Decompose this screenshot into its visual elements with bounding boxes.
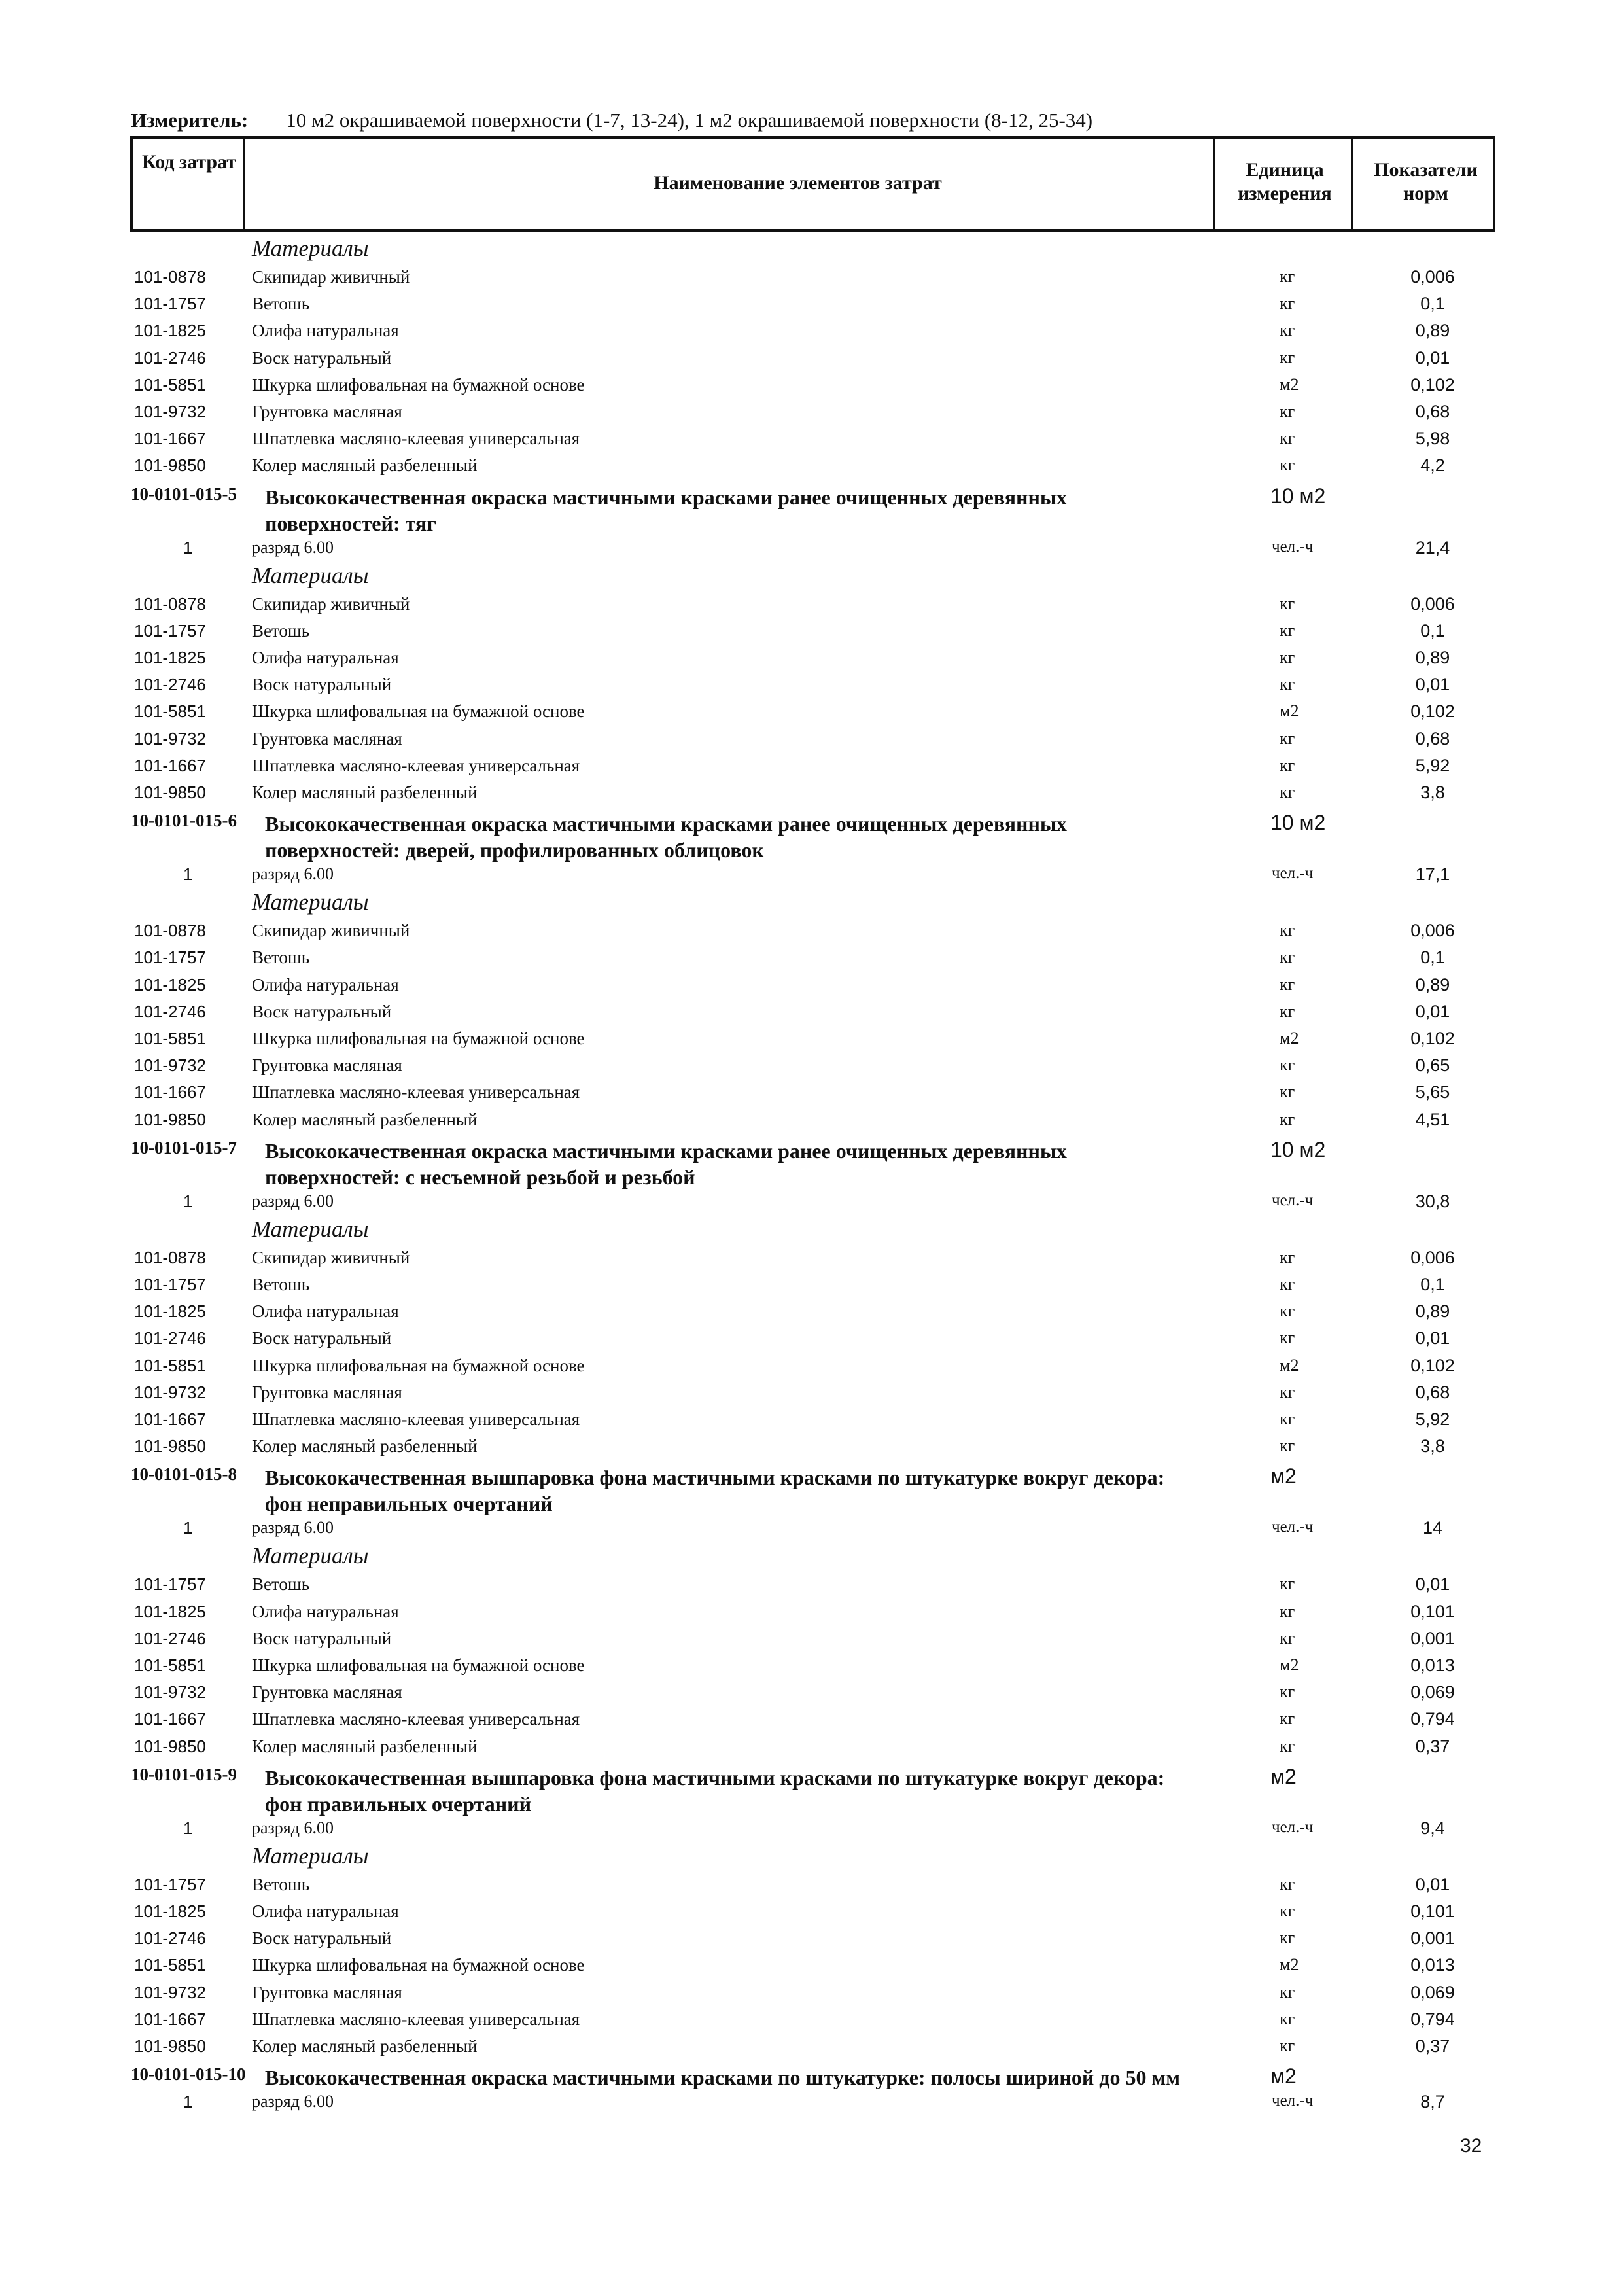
material-value: 0,01 xyxy=(1415,675,1450,695)
rate-unit: м2 xyxy=(1270,2064,1297,2089)
material-code: 101-9850 xyxy=(134,1436,206,1457)
labor-unit: чел.-ч xyxy=(1272,864,1314,883)
material-name: Шкурка шлифовальная на бумажной основе xyxy=(252,1955,585,1975)
material-name: Скипидар живичный xyxy=(252,267,410,287)
material-name: Ветошь xyxy=(252,947,310,968)
material-unit: кг xyxy=(1280,1601,1295,1621)
material-value: 0,001 xyxy=(1410,1628,1455,1648)
rate-unit: м2 xyxy=(1270,1764,1297,1788)
material-unit: кг xyxy=(1280,728,1295,748)
material-name: Ветошь xyxy=(252,294,310,314)
material-code: 101-0878 xyxy=(134,1247,206,1267)
material-code: 101-2746 xyxy=(134,1628,206,1648)
material-name: Шпатлевка масляно-клеевая универсальная xyxy=(252,1709,580,1729)
labor-name: разряд 6.00 xyxy=(252,537,334,557)
material-value: 0,102 xyxy=(1410,1355,1455,1375)
material-value: 0,101 xyxy=(1410,1901,1455,1921)
material-value: 0,102 xyxy=(1410,1029,1455,1048)
material-code: 101-2746 xyxy=(134,1328,206,1349)
rate-code: 10-0101-015-5 xyxy=(131,484,237,504)
rate-title-line: фон правильных очертаний xyxy=(265,1792,532,1816)
material-unit: кг xyxy=(1280,2036,1295,2055)
material-unit: кг xyxy=(1280,675,1295,694)
rate-title-line: фон неправильных очертаний xyxy=(265,1492,553,1516)
material-code: 101-9850 xyxy=(134,1736,206,1756)
material-name: Скипидар живичный xyxy=(252,1247,410,1267)
material-value: 0,794 xyxy=(1410,1709,1455,1729)
material-value: 0,006 xyxy=(1410,593,1455,614)
labor-name: разряд 6.00 xyxy=(252,1518,334,1538)
labor-name: разряд 6.00 xyxy=(252,1191,334,1210)
material-name: Шпатлевка масляно-клеевая универсальная xyxy=(252,1409,580,1429)
material-code: 101-2746 xyxy=(134,1928,206,1949)
material-name: Колер масляный разбеленный xyxy=(252,2036,478,2056)
header-unit-line2: измерения xyxy=(1238,183,1332,204)
material-value: 0,006 xyxy=(1410,921,1455,941)
material-value: 0,89 xyxy=(1415,974,1450,995)
material-name: Олифа натуральная xyxy=(252,1901,399,1921)
material-code: 101-1825 xyxy=(134,974,206,995)
material-name: Ветошь xyxy=(252,620,310,641)
rate-title-line: поверхностей: с несъемной резьбой и резьбой xyxy=(265,1165,695,1189)
material-code: 101-2746 xyxy=(134,347,206,368)
material-code: 101-9732 xyxy=(134,1055,206,1076)
material-value: 0,68 xyxy=(1415,1382,1450,1402)
material-value: 4,2 xyxy=(1420,455,1445,476)
material-code: 101-1757 xyxy=(134,1275,206,1294)
material-value: 0,37 xyxy=(1415,2036,1450,2056)
material-value: 0,01 xyxy=(1415,347,1450,368)
material-code: 101-5851 xyxy=(134,701,206,722)
rate-code: 10-0101-015-6 xyxy=(131,811,237,831)
measure-line xyxy=(131,109,1092,132)
material-unit: кг xyxy=(1280,1682,1295,1702)
material-unit: кг xyxy=(1280,648,1295,667)
labor-unit: чел.-ч xyxy=(1272,537,1314,556)
material-value: 5,65 xyxy=(1415,1082,1450,1103)
material-unit: кг xyxy=(1280,755,1295,775)
material-unit: кг xyxy=(1280,402,1295,421)
header-unit-line1: Единица xyxy=(1246,159,1324,181)
labor-name: разряд 6.00 xyxy=(252,864,334,884)
material-unit: кг xyxy=(1280,347,1295,367)
material-unit: кг xyxy=(1280,921,1295,940)
material-code: 101-1825 xyxy=(134,1301,206,1322)
material-name: Грунтовка масляная xyxy=(252,1682,402,1703)
material-code: 101-1757 xyxy=(134,1574,206,1595)
material-value: 0,101 xyxy=(1410,1601,1455,1621)
materials-heading: Материалы xyxy=(252,889,369,915)
material-name: Ветошь xyxy=(252,1874,310,1894)
material-value: 0,794 xyxy=(1410,2009,1455,2029)
labor-number: 1 xyxy=(183,864,193,885)
material-code: 101-0878 xyxy=(134,593,206,614)
rate-code: 10-0101-015-9 xyxy=(131,1764,237,1784)
material-name: Колер масляный разбеленный xyxy=(252,1109,478,1129)
header-norm-line1: Показатели xyxy=(1374,159,1478,181)
rate-title-line: Высококачественная окраска мастичными красками ранее очищенных деревянных xyxy=(265,1139,1067,1163)
material-value: 5,92 xyxy=(1415,755,1450,775)
rate-code: 10-0101-015-10 xyxy=(131,2064,246,2085)
material-value: 0,069 xyxy=(1410,1982,1455,2002)
material-unit: кг xyxy=(1280,455,1295,475)
material-unit: кг xyxy=(1280,1874,1295,1894)
material-value: 0,102 xyxy=(1410,374,1455,395)
material-value: 0,65 xyxy=(1415,1055,1450,1076)
material-value: 0,68 xyxy=(1415,728,1450,749)
material-name: Воск натуральный xyxy=(252,347,392,368)
material-value: 3,8 xyxy=(1420,783,1445,802)
rate-code: 10-0101-015-8 xyxy=(131,1464,237,1485)
material-name: Скипидар живичный xyxy=(252,593,410,614)
material-name: Грунтовка масляная xyxy=(252,1055,402,1076)
material-name: Шкурка шлифовальная на бумажной основе xyxy=(252,701,585,722)
materials-heading: Материалы xyxy=(252,562,369,588)
rate-title-line: Высококачественная вышпаровка фона мастичными красками по штукатурке вокруг декора: xyxy=(265,1765,1165,1790)
material-value: 4,51 xyxy=(1415,1109,1450,1129)
material-unit: кг xyxy=(1280,429,1295,448)
rate-title xyxy=(265,484,1246,537)
material-value: 0,01 xyxy=(1415,1001,1450,1021)
material-unit: м2 xyxy=(1280,1655,1299,1674)
material-code: 101-9732 xyxy=(134,402,206,421)
material-value: 0,01 xyxy=(1415,1574,1450,1595)
material-code: 101-5851 xyxy=(134,1029,206,1048)
material-unit: кг xyxy=(1280,321,1295,340)
material-code: 101-1825 xyxy=(134,1601,206,1621)
material-value: 0,013 xyxy=(1410,1655,1455,1675)
rate-title-line: поверхностей: дверей, профилированных облицовок xyxy=(265,838,764,862)
material-unit: кг xyxy=(1280,783,1295,802)
material-value: 0,001 xyxy=(1410,1928,1455,1949)
header-norm-line2: норм xyxy=(1403,183,1448,204)
labor-value: 9,4 xyxy=(1420,1818,1445,1838)
labor-value: 14 xyxy=(1422,1518,1443,1538)
material-unit: кг xyxy=(1280,1736,1295,1756)
material-unit: кг xyxy=(1280,1328,1295,1348)
material-value: 0,37 xyxy=(1415,1736,1450,1756)
material-name: Олифа натуральная xyxy=(252,1601,399,1621)
material-unit: кг xyxy=(1280,1628,1295,1648)
material-code: 101-0878 xyxy=(134,267,206,287)
rate-title xyxy=(265,1138,1246,1190)
material-unit: кг xyxy=(1280,1001,1295,1021)
material-unit: кг xyxy=(1280,620,1295,640)
material-name: Воск натуральный xyxy=(252,675,392,695)
material-value: 5,92 xyxy=(1415,1409,1450,1429)
material-unit: кг xyxy=(1280,593,1295,613)
material-value: 0,1 xyxy=(1420,620,1445,641)
header-unit xyxy=(1216,158,1353,205)
material-name: Колер масляный разбеленный xyxy=(252,455,478,476)
material-unit: кг xyxy=(1280,947,1295,967)
header-code: Код затрат xyxy=(141,151,237,173)
material-code: 101-0878 xyxy=(134,921,206,941)
material-unit: кг xyxy=(1280,1901,1295,1920)
material-name: Шкурка шлифовальная на бумажной основе xyxy=(252,1355,585,1375)
material-value: 0,01 xyxy=(1415,1328,1450,1349)
material-name: Грунтовка масляная xyxy=(252,1382,402,1402)
material-code: 101-9850 xyxy=(134,1109,206,1129)
material-code: 101-1667 xyxy=(134,1082,206,1103)
labor-number: 1 xyxy=(183,1518,193,1538)
material-name: Воск натуральный xyxy=(252,1328,392,1349)
material-code: 101-9850 xyxy=(134,455,206,476)
rate-title xyxy=(265,811,1246,863)
material-unit: м2 xyxy=(1280,701,1299,721)
material-name: Ветошь xyxy=(252,1275,310,1294)
materials-heading: Материалы xyxy=(252,236,369,261)
material-value: 0,68 xyxy=(1415,402,1450,421)
material-name: Грунтовка масляная xyxy=(252,1982,402,2002)
rate-title-line: Высококачественная вышпаровка фона мастичными красками по штукатурке вокруг декора: xyxy=(265,1466,1165,1490)
rate-unit: 10 м2 xyxy=(1270,484,1326,508)
rate-title-line: поверхностей: тяг xyxy=(265,511,436,535)
material-code: 101-1667 xyxy=(134,1409,206,1429)
labor-unit: чел.-ч xyxy=(1272,1518,1314,1536)
labor-number: 1 xyxy=(183,1818,193,1838)
materials-heading: Материалы xyxy=(252,1216,369,1242)
material-unit: м2 xyxy=(1280,1029,1299,1048)
labor-unit: чел.-ч xyxy=(1272,2092,1314,2110)
table-header xyxy=(130,136,1495,232)
labor-name: разряд 6.00 xyxy=(252,2092,334,2111)
material-name: Воск натуральный xyxy=(252,1928,392,1949)
material-unit: кг xyxy=(1280,1982,1295,2002)
rate-title xyxy=(265,1464,1246,1517)
material-unit: кг xyxy=(1280,267,1295,286)
rate-title-line: Высококачественная окраска мастичными красками ранее очищенных деревянных xyxy=(265,485,1067,509)
material-code: 101-1667 xyxy=(134,2009,206,2029)
material-unit: кг xyxy=(1280,1436,1295,1456)
material-value: 0,1 xyxy=(1420,947,1445,968)
material-code: 101-9732 xyxy=(134,1682,206,1703)
material-unit: кг xyxy=(1280,1247,1295,1267)
material-name: Олифа натуральная xyxy=(252,974,399,995)
material-unit: кг xyxy=(1280,1275,1295,1294)
material-unit: кг xyxy=(1280,1928,1295,1948)
material-value: 0,89 xyxy=(1415,648,1450,667)
material-unit: м2 xyxy=(1280,374,1299,394)
material-value: 0,1 xyxy=(1420,1275,1445,1294)
material-code: 101-1825 xyxy=(134,321,206,341)
material-name: Колер масляный разбеленный xyxy=(252,1436,478,1457)
material-name: Воск натуральный xyxy=(252,1001,392,1021)
material-name: Олифа натуральная xyxy=(252,648,399,667)
material-value: 0,01 xyxy=(1415,1874,1450,1894)
material-code: 101-5851 xyxy=(134,1355,206,1375)
material-unit: кг xyxy=(1280,1409,1295,1428)
material-name: Грунтовка масляная xyxy=(252,728,402,749)
page-number: 32 xyxy=(1460,2135,1482,2157)
material-code: 101-9850 xyxy=(134,2036,206,2056)
labor-unit: чел.-ч xyxy=(1272,1818,1314,1836)
labor-value: 17,1 xyxy=(1415,864,1450,885)
material-code: 101-5851 xyxy=(134,1955,206,1975)
material-name: Ветошь xyxy=(252,1574,310,1595)
rate-title xyxy=(265,2064,1246,2091)
rate-title xyxy=(265,1765,1246,1817)
material-value: 0,006 xyxy=(1410,1247,1455,1267)
header-name: Наименование элементов затрат xyxy=(654,172,942,194)
material-value: 0,89 xyxy=(1415,1301,1450,1322)
material-name: Скипидар живичный xyxy=(252,921,410,941)
material-value: 3,8 xyxy=(1420,1436,1445,1457)
material-unit: кг xyxy=(1280,294,1295,313)
material-unit: кг xyxy=(1280,2009,1295,2028)
material-unit: кг xyxy=(1280,974,1295,994)
material-code: 101-1825 xyxy=(134,1901,206,1921)
material-code: 101-1757 xyxy=(134,620,206,641)
material-unit: м2 xyxy=(1280,1955,1299,1975)
material-value: 0,1 xyxy=(1420,294,1445,314)
material-code: 101-9732 xyxy=(134,728,206,749)
material-code: 101-1667 xyxy=(134,1709,206,1729)
material-name: Воск натуральный xyxy=(252,1628,392,1648)
material-name: Шпатлевка масляно-клеевая универсальная xyxy=(252,2009,580,2029)
labor-number: 1 xyxy=(183,537,193,557)
labor-value: 8,7 xyxy=(1420,2092,1445,2112)
material-name: Олифа натуральная xyxy=(252,1301,399,1322)
material-value: 0,89 xyxy=(1415,321,1450,341)
material-unit: м2 xyxy=(1280,1355,1299,1375)
labor-value: 30,8 xyxy=(1415,1191,1450,1211)
material-code: 101-9732 xyxy=(134,1982,206,2002)
material-value: 0,013 xyxy=(1410,1955,1455,1975)
rate-code: 10-0101-015-7 xyxy=(131,1137,237,1157)
material-unit: кг xyxy=(1280,1082,1295,1102)
material-code: 101-2746 xyxy=(134,1001,206,1021)
material-name: Олифа натуральная xyxy=(252,321,399,341)
material-name: Колер масляный разбеленный xyxy=(252,1736,478,1756)
labor-value: 21,4 xyxy=(1415,537,1450,557)
material-code: 101-2746 xyxy=(134,675,206,695)
measure-text: 10 м2 окрашиваемой поверхности (1-7, 13-24), 1 м2 окрашиваемой поверхности (8-12, 25-34) xyxy=(286,109,1093,132)
material-name: Колер масляный разбеленный xyxy=(252,783,478,802)
material-code: 101-1757 xyxy=(134,947,206,968)
material-value: 0,102 xyxy=(1410,701,1455,722)
material-code: 101-5851 xyxy=(134,374,206,395)
materials-heading: Материалы xyxy=(252,1843,369,1869)
header-norm xyxy=(1353,158,1498,205)
material-code: 101-9850 xyxy=(134,783,206,802)
labor-number: 1 xyxy=(183,1191,193,1211)
material-code: 101-1667 xyxy=(134,755,206,775)
material-value: 0,006 xyxy=(1410,267,1455,287)
material-code: 101-1757 xyxy=(134,294,206,314)
material-value: 0,069 xyxy=(1410,1682,1455,1703)
materials-heading: Материалы xyxy=(252,1543,369,1569)
material-name: Шпатлевка масляно-клеевая универсальная xyxy=(252,429,580,449)
rate-title-line: Высококачественная окраска мастичными красками ранее очищенных деревянных xyxy=(265,812,1067,836)
material-name: Шкурка шлифовальная на бумажной основе xyxy=(252,1029,585,1048)
material-unit: кг xyxy=(1280,1709,1295,1729)
labor-number: 1 xyxy=(183,2092,193,2112)
measure-label: Измеритель: xyxy=(131,109,249,132)
material-unit: кг xyxy=(1280,1055,1295,1075)
rate-unit: м2 xyxy=(1270,1464,1297,1489)
material-unit: кг xyxy=(1280,1382,1295,1402)
material-name: Шкурка шлифовальная на бумажной основе xyxy=(252,374,585,395)
rate-unit: 10 м2 xyxy=(1270,1137,1326,1161)
material-name: Шпатлевка масляно-клеевая универсальная xyxy=(252,755,580,775)
labor-unit: чел.-ч xyxy=(1272,1191,1314,1209)
material-code: 101-1825 xyxy=(134,648,206,667)
material-code: 101-1667 xyxy=(134,429,206,449)
material-name: Шпатлевка масляно-клеевая универсальная xyxy=(252,1082,580,1103)
labor-name: разряд 6.00 xyxy=(252,1818,334,1837)
material-code: 101-5851 xyxy=(134,1655,206,1675)
material-code: 101-1757 xyxy=(134,1874,206,1894)
material-name: Шкурка шлифовальная на бумажной основе xyxy=(252,1655,585,1675)
material-unit: кг xyxy=(1280,1301,1295,1321)
material-unit: кг xyxy=(1280,1109,1295,1129)
material-value: 5,98 xyxy=(1415,429,1450,449)
rate-unit: 10 м2 xyxy=(1270,811,1326,835)
rate-title-line: Высококачественная окраска мастичными красками по штукатурке: полосы шириной до 50 мм xyxy=(265,2066,1181,2090)
material-name: Грунтовка масляная xyxy=(252,402,402,421)
material-code: 101-9732 xyxy=(134,1382,206,1402)
material-unit: кг xyxy=(1280,1574,1295,1594)
